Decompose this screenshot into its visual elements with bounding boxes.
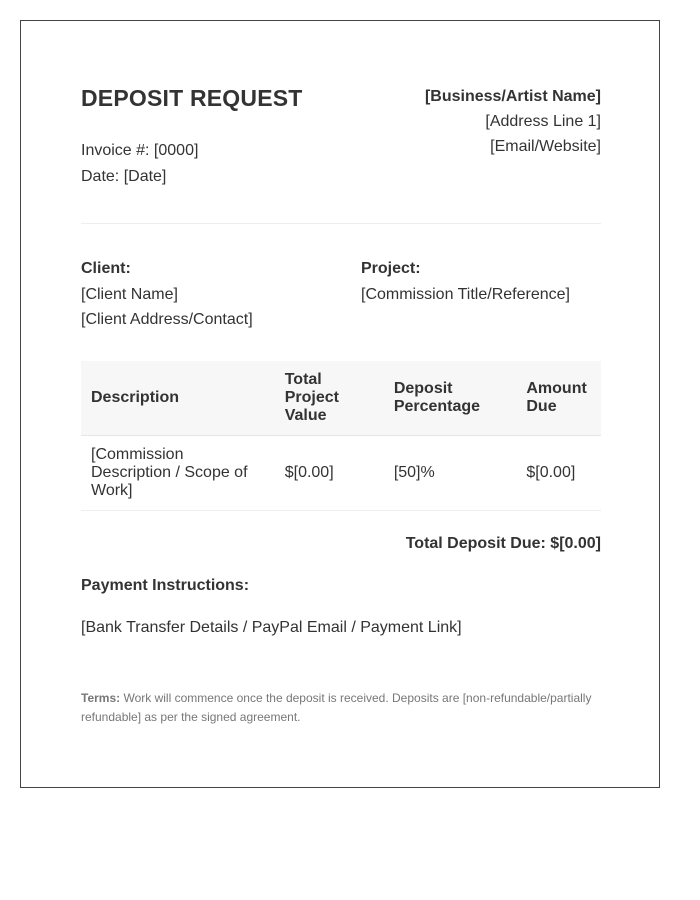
payment-instructions-details: [Bank Transfer Details / PayPal Email / Payment Link]: [81, 619, 462, 636]
header-total-line: Value: [284, 407, 327, 424]
client-label: Client:: [81, 260, 131, 277]
table-row: [81, 436, 601, 511]
invoice-number: Invoice #: [0000]: [81, 142, 199, 159]
header-amt-line: Amount: [526, 380, 587, 397]
invoice-date: Date: [Date]: [81, 168, 167, 185]
header-pct-line: Percentage: [393, 398, 481, 415]
row-description-line: Work]: [91, 482, 133, 499]
terms-label: Terms:: [81, 691, 121, 705]
row-description: [81, 436, 275, 511]
invoice-content: [81, 81, 601, 724]
header-description-text: Description: [91, 389, 180, 406]
row-amount-due: $[0.00]: [516, 436, 601, 511]
row-deposit-percentage: [50]%: [384, 436, 517, 511]
business-contact: [Email/Website]: [490, 138, 601, 155]
client-block: [81, 256, 253, 333]
row-description-line: [Commission: [91, 446, 184, 463]
header-total-line: Project: [284, 389, 339, 406]
header-divider: [81, 223, 601, 224]
project-block: [361, 256, 570, 307]
header-amt-line: Due: [526, 398, 557, 415]
project-reference: [Commission Title/Reference]: [361, 285, 570, 303]
header-total-project-value: [275, 361, 384, 436]
invoice-header: [81, 81, 601, 223]
invoice-page: [20, 20, 660, 788]
header-amount-due: [516, 361, 601, 436]
parties-section: [81, 256, 601, 336]
document-title: DEPOSIT REQUEST: [81, 85, 303, 111]
header-pct-line: Deposit: [393, 380, 453, 397]
business-name: [Business/Artist Name]: [424, 88, 601, 105]
header-description: [81, 361, 275, 436]
row-description-line: Description / Scope of: [91, 464, 248, 481]
header-total-line: Total: [284, 371, 322, 388]
business-info: [425, 84, 601, 159]
terms-text: Work will commence once the deposit is received. Deposits are [non-refundable/partially refundable] as per the signed agreement.: [81, 691, 592, 724]
table-header-row: [81, 361, 601, 436]
row-total-value: $[0.00]: [275, 436, 384, 511]
total-deposit-due: Total Deposit Due: $[0.00]: [405, 535, 601, 552]
invoice-meta: [81, 138, 198, 190]
client-address: [Client Address/Contact]: [81, 311, 253, 328]
business-address: [Address Line 1]: [485, 113, 601, 130]
line-items-table: [81, 361, 601, 511]
payment-instructions-heading: Payment Instructions:: [81, 577, 250, 594]
terms-section: [81, 689, 601, 727]
header-deposit-percentage: [384, 361, 517, 436]
project-label: Project:: [361, 260, 421, 277]
client-name: [Client Name]: [81, 285, 178, 303]
